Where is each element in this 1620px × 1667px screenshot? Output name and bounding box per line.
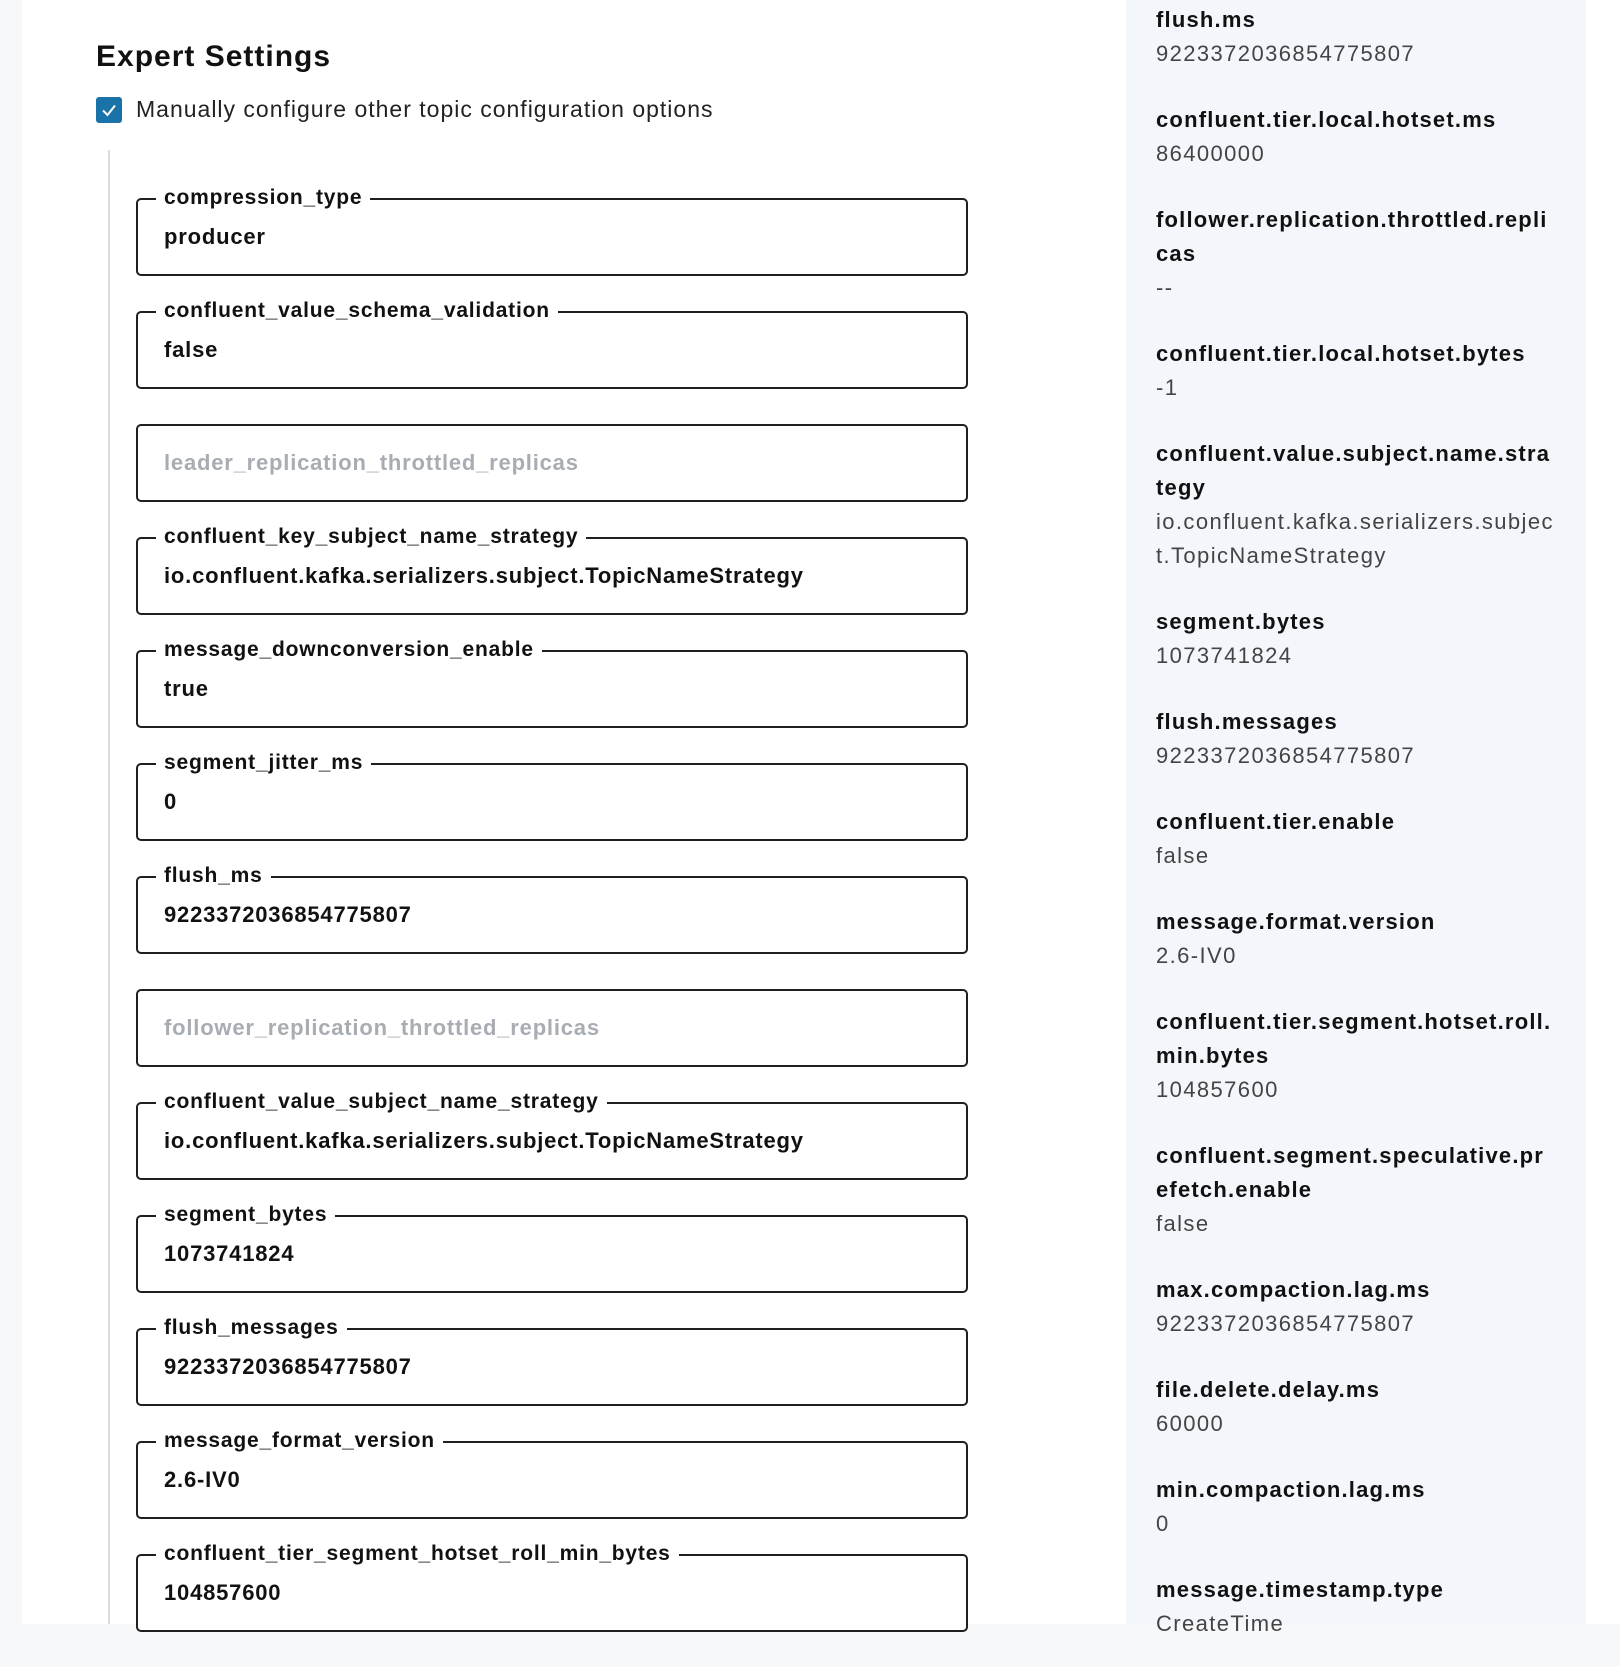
summary-item: [1156, 1573, 1556, 1641]
summary-item-value: -1: [1156, 375, 1179, 400]
field-leader-replication-throttled-replicas[interactable]: [136, 424, 968, 502]
summary-item-name: message.timestamp.type: [1156, 1577, 1445, 1602]
manual-config-checkbox[interactable]: [96, 97, 122, 123]
field-value[interactable]: io.confluent.kafka.serializers.subject.TopicNameStrategy: [164, 1128, 804, 1153]
summary-item: [1156, 1273, 1556, 1341]
summary-item-name: confluent.segment.speculative.prefetch.enable: [1156, 1143, 1545, 1202]
field-flush-ms[interactable]: [136, 864, 968, 954]
summary-item: [1156, 337, 1556, 405]
field-message-downconversion-enable[interactable]: [136, 638, 968, 728]
field-label: segment_jitter_ms: [156, 749, 371, 777]
field-value[interactable]: 2.6-IV0: [164, 1467, 241, 1492]
summary-item-value: io.confluent.kafka.serializers.subject.TopicNameStrategy: [1156, 509, 1554, 568]
field-value[interactable]: producer: [164, 224, 266, 249]
summary-item: [1156, 1005, 1556, 1107]
summary-item: [1156, 905, 1556, 973]
summary-item: [1156, 1373, 1556, 1441]
field-label: flush_ms: [156, 862, 271, 890]
summary-item: [1156, 805, 1556, 873]
summary-item-value: 9223372036854775807: [1156, 743, 1416, 768]
summary-item-value: 60000: [1156, 1411, 1225, 1436]
summary-item: [1156, 605, 1556, 673]
field-placeholder[interactable]: leader_replication_throttled_replicas: [164, 450, 579, 475]
summary-item: [1156, 705, 1556, 773]
field-value[interactable]: 0: [164, 789, 178, 814]
summary-item-name: flush.ms: [1156, 7, 1257, 32]
field-label: confluent_value_schema_validation: [156, 297, 558, 325]
field-value[interactable]: true: [164, 676, 209, 701]
config-fields-list: [136, 186, 968, 1667]
summary-item-value: false: [1156, 843, 1210, 868]
expert-settings-panel: [22, 0, 1126, 1624]
manual-config-checkbox-row[interactable]: [96, 96, 714, 123]
summary-item-value: false: [1156, 1211, 1210, 1236]
summary-item-name: confluent.tier.local.hotset.ms: [1156, 107, 1497, 132]
summary-item-name: segment.bytes: [1156, 609, 1326, 634]
field-value[interactable]: 1073741824: [164, 1241, 295, 1266]
field-segment-jitter-ms[interactable]: [136, 751, 968, 841]
summary-item-value: 2.6-IV0: [1156, 943, 1237, 968]
field-label: confluent_tier_segment_hotset_roll_min_bytes: [156, 1540, 679, 1568]
manual-config-label: Manually configure other topic configuration options: [136, 96, 714, 122]
field-value[interactable]: 9223372036854775807: [164, 902, 412, 927]
summary-item-value: 9223372036854775807: [1156, 41, 1416, 66]
summary-item: [1156, 1139, 1556, 1241]
summary-item-name: file.delete.delay.ms: [1156, 1377, 1381, 1402]
summary-item-value: --: [1156, 275, 1174, 300]
field-value[interactable]: false: [164, 337, 219, 362]
section-title: Expert Settings: [96, 40, 332, 73]
summary-item-value: 104857600: [1156, 1077, 1279, 1102]
summary-item-value: 1073741824: [1156, 643, 1293, 668]
field-confluent-tier-segment-hotset-roll-min-bytes[interactable]: [136, 1542, 968, 1632]
field-message-format-version[interactable]: [136, 1429, 968, 1519]
field-flush-messages[interactable]: [136, 1316, 968, 1406]
right-margin: [1586, 0, 1620, 1624]
field-label: flush_messages: [156, 1314, 347, 1342]
summary-item-value: 86400000: [1156, 141, 1266, 166]
checkmark-icon: [100, 101, 118, 119]
field-label: confluent_value_subject_name_strategy: [156, 1088, 607, 1116]
summary-item-name: flush.messages: [1156, 709, 1338, 734]
field-label: confluent_key_subject_name_strategy: [156, 523, 586, 551]
field-label: message_downconversion_enable: [156, 636, 542, 664]
field-placeholder[interactable]: follower_replication_throttled_replicas: [164, 1015, 600, 1040]
summary-item-value: 9223372036854775807: [1156, 1311, 1416, 1336]
field-label: segment_bytes: [156, 1201, 335, 1229]
configuration-summary-panel: [1126, 0, 1586, 1636]
field-compression-type[interactable]: [136, 186, 968, 276]
summary-item: [1156, 437, 1556, 573]
summary-item-name: follower.replication.throttled.replicas: [1156, 207, 1548, 266]
field-value[interactable]: 9223372036854775807: [164, 1354, 412, 1379]
fields-indent-rail: [108, 150, 110, 1624]
field-confluent-key-subject-name-strategy[interactable]: [136, 525, 968, 615]
field-confluent-value-schema-validation[interactable]: [136, 299, 968, 389]
summary-item-value: CreateTime: [1156, 1611, 1285, 1636]
summary-item-name: confluent.tier.local.hotset.bytes: [1156, 341, 1526, 366]
summary-item: [1156, 1473, 1556, 1541]
summary-item-value: 0: [1156, 1511, 1170, 1536]
summary-item: [1156, 203, 1556, 305]
field-confluent-value-subject-name-strategy[interactable]: [136, 1090, 968, 1180]
summary-item-name: max.compaction.lag.ms: [1156, 1277, 1431, 1302]
summary-item-name: confluent.value.subject.name.strategy: [1156, 441, 1551, 500]
summary-item-name: min.compaction.lag.ms: [1156, 1477, 1426, 1502]
summary-item-name: confluent.tier.enable: [1156, 809, 1396, 834]
field-segment-bytes[interactable]: [136, 1203, 968, 1293]
field-label: compression_type: [156, 184, 370, 212]
field-label: message_format_version: [156, 1427, 443, 1455]
field-value[interactable]: 104857600: [164, 1580, 282, 1605]
field-follower-replication-throttled-replicas[interactable]: [136, 989, 968, 1067]
summary-item: [1156, 3, 1556, 71]
summary-item-name: message.format.version: [1156, 909, 1436, 934]
summary-item: [1156, 103, 1556, 171]
summary-item-name: confluent.tier.segment.hotset.roll.min.bytes: [1156, 1009, 1552, 1068]
field-value[interactable]: io.confluent.kafka.serializers.subject.TopicNameStrategy: [164, 563, 804, 588]
